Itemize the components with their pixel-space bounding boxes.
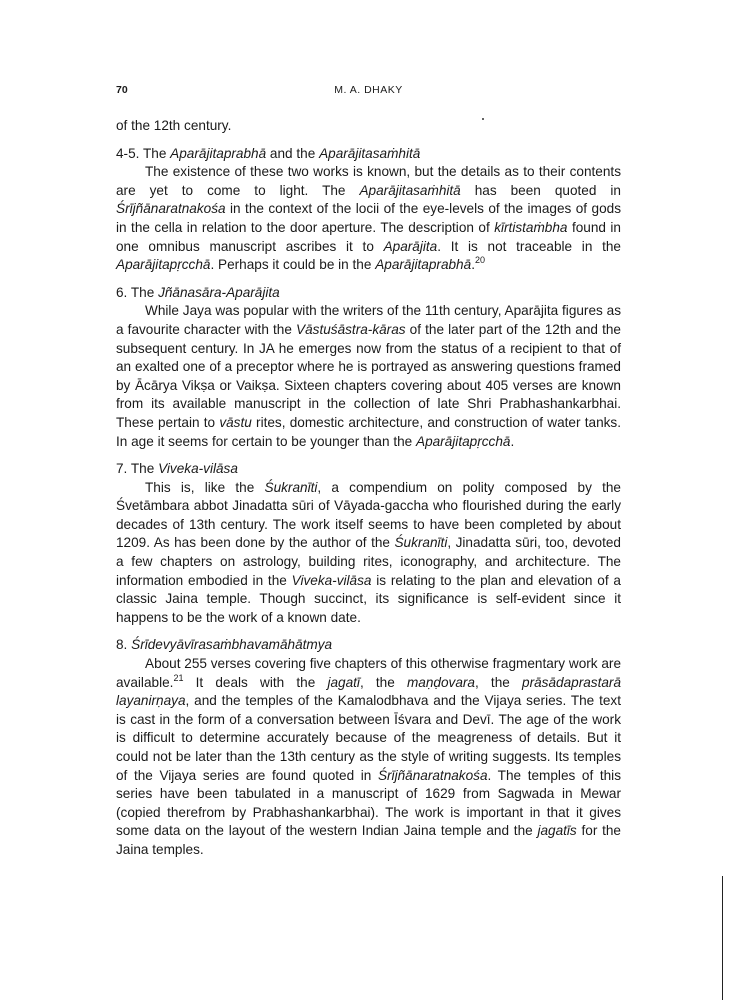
- section-heading-7: 7. The Viveka-vilāsa: [116, 461, 238, 477]
- running-head: M. A. DHAKY: [334, 84, 403, 96]
- body-text: [116, 117, 621, 860]
- section-heading-6: 6. The Jñānasāra-Aparājita: [116, 284, 280, 300]
- section-heading-4-5: 4-5. The Aparājitaprabhā and the Aparājitasaṁhitā: [116, 145, 421, 161]
- section-heading-8: 8. Śrīdevyāvīrasaṁbhavamāhātmya: [116, 637, 333, 653]
- section-number: 4-5.: [116, 145, 140, 161]
- paragraph-4-5: The existence of these two works is known, but the details as to their contents are yet to come to light. The Aparājitasaṁhitā has been quoted in Śrījñānaratnakośa in the context of the locii of the eye-levels of the images of gods in the cella in relation to the door aperture. The description of kīrtistaṁbha found in one omnibus manuscript ascribes it to Aparājita. It is not traceable in the Aparājitapṛcchā. Perhaps it could be in the Aparājitaprabhā.$^{20}$: [116, 164, 621, 273]
- page-number: 70: [116, 84, 128, 96]
- section-number: 6.: [116, 284, 128, 300]
- footnote-ref-20: 20: [474, 255, 485, 266]
- scan-speck: [482, 118, 484, 120]
- section-number: 8.: [116, 637, 128, 653]
- footnote-ref-21: 21: [173, 672, 184, 683]
- scan-edge-line: [722, 876, 723, 1000]
- paragraph-7: This is, like the Śukranīti, a compendium on polity composed by the Śvetāmbara abbot Jinadatta sūri of Vāyada-gaccha who flourished during the early decades of 13th century. The work itself seems to have been completed by about 1209. As has been done by the author of the Śukranīti, Jinadatta sūri, too, devoted a few chapters on astrology, building rites, iconography, and architecture. The information embodied in the Viveka-vilāsa is relating to the plan and elevation of a classic Jaina temple. Though succinct, its significance is self-evident since it happens to be the work of a known date.: [116, 479, 621, 625]
- paragraph-8: About 255 verses covering five chapters of this otherwise fragmentary work are available.$^{21}$ It deals with the jagatī, the maṇḍovara, the prāsādaprastarā layanirṇaya, and the temples of the Kamalodbhava and the Vijaya series. The text is cast in the form of a conversation between Īśvara and Devī. The age of the work is difficult to determine accurately because of the meagreness of details. But it could not be later than the 13th century as the style of writing suggests. Its temples of the Vijaya series are found quoted in Śrījñānaratnakośa. The temples of this series have been tabulated in a manuscript of 1629 from Sagwada in Mewar (copied therefrom by Prabhashankarbhai). The work is important in that it gives some data on the layout of the western Indian Jaina temple and the jagatīs for the Jaina temples.: [116, 656, 622, 857]
- section-number: 7.: [116, 461, 128, 477]
- paragraph-6: While Jaya was popular with the writers of the 11th century, Aparājita figures as a favourite character with the Vāstuśāstra-kāras of the later part of the 12th and the subsequent century. In JA he emerges now from the status of a recipient to that of an exalted one of a preceptor where he is portrayed as answering questions framed by Ācārya Vikṣa or Vaikṣa. Sixteen chapters covering about 405 verses are known from its available manuscript in the collection of late Shri Prabhashankarbhai. These pertain to vāstu rites, domestic architecture, and construction of water tanks. In age it seems for certain to be younger than the Aparājitapṛcchā.: [116, 303, 622, 449]
- page-header: [116, 84, 621, 100]
- continued-paragraph: of the 12th century.: [116, 118, 232, 133]
- document-page: [116, 84, 621, 860]
